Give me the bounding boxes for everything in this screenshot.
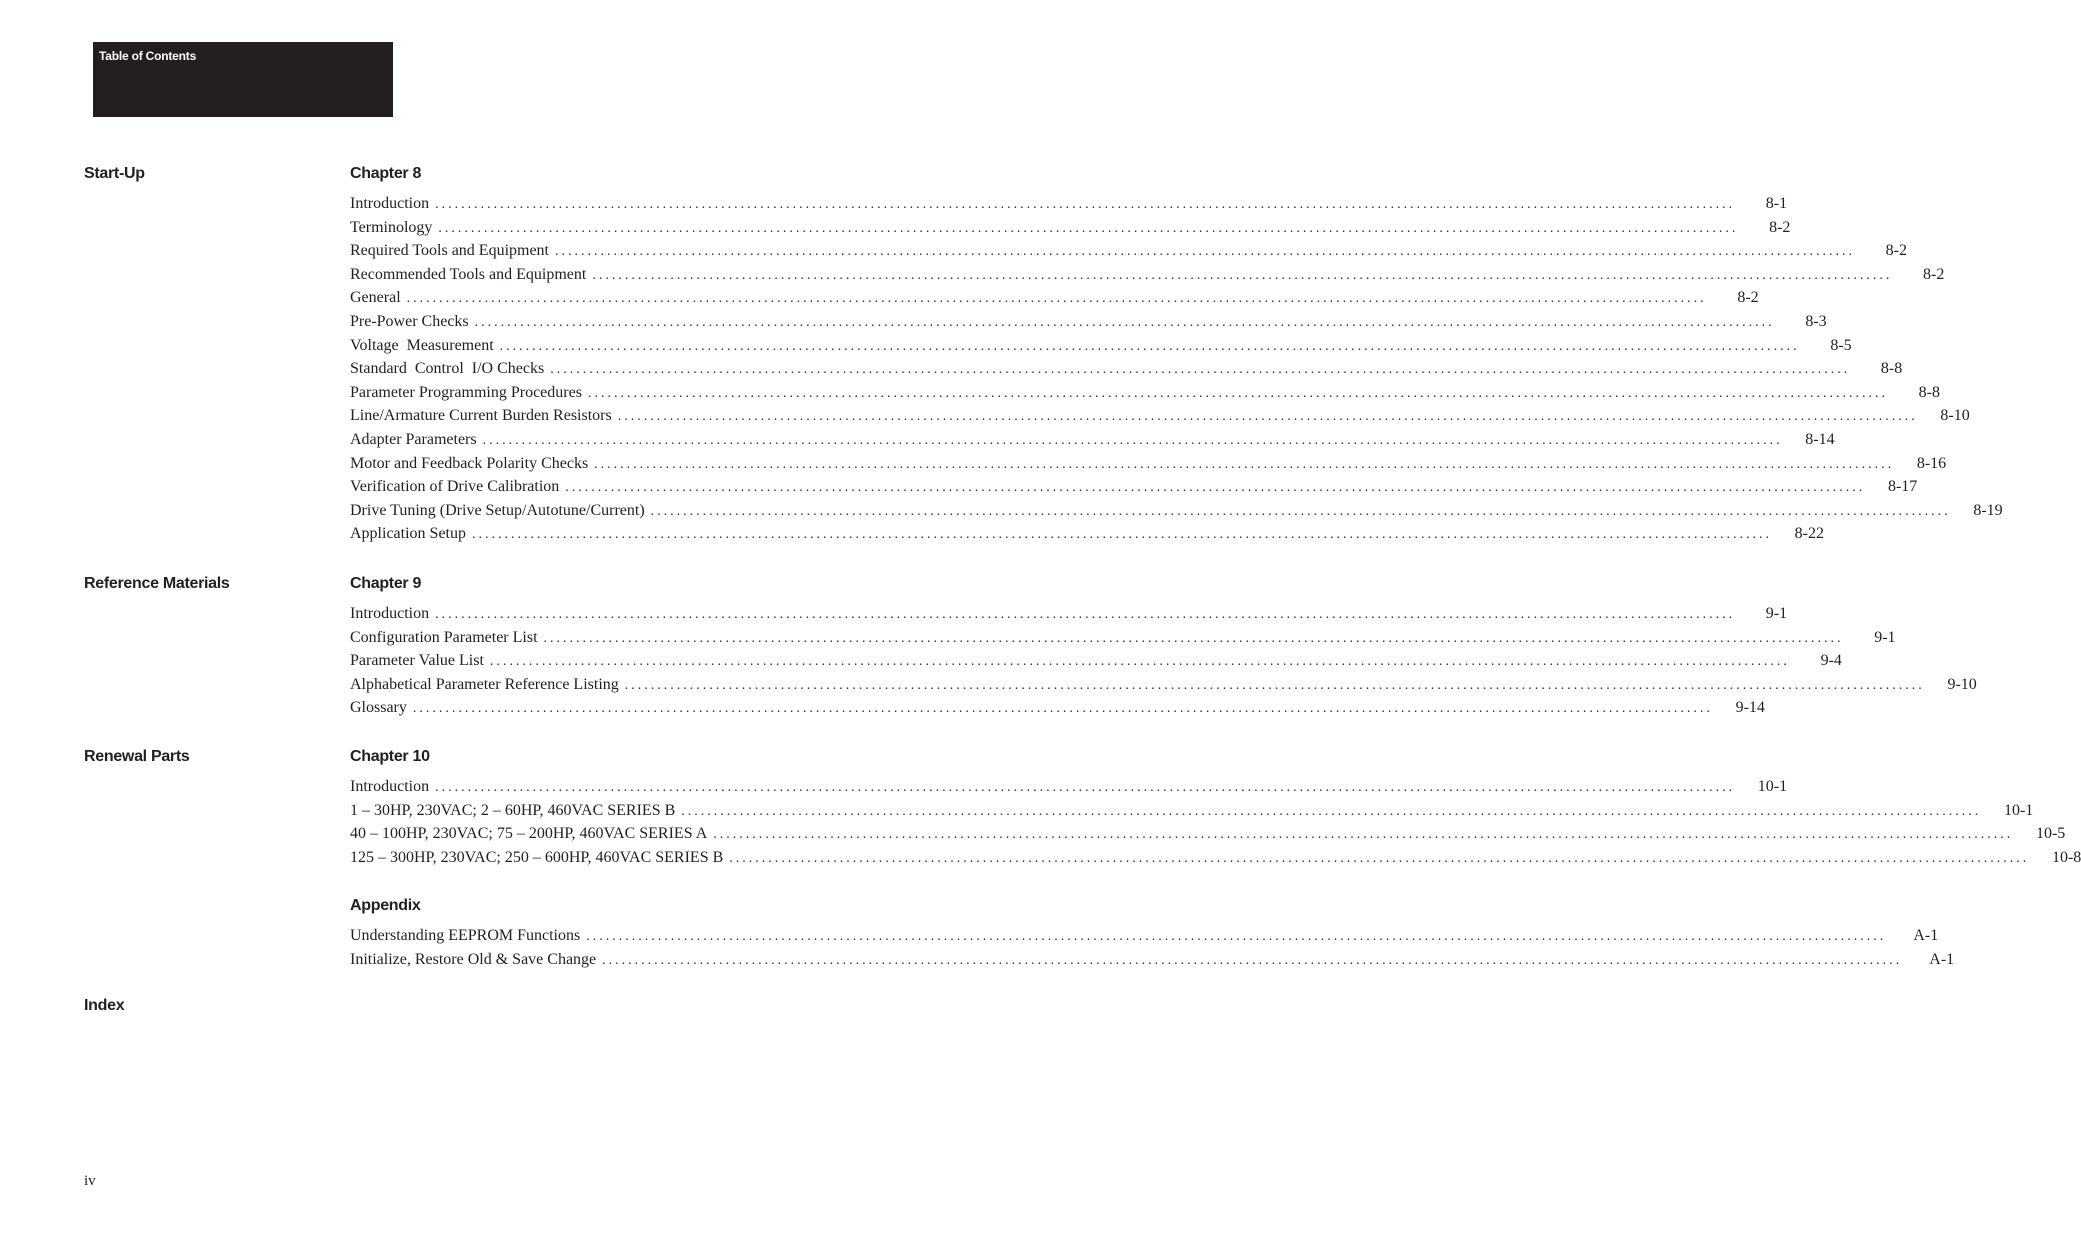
dot-leader: ........................................................................................................................................................................................................	[435, 197, 1736, 212]
toc-entry	[350, 499, 2003, 523]
chapter-9-heading: Chapter 9	[350, 575, 422, 592]
dot-leader: ........................................................................................................................................................................................................	[586, 929, 1887, 944]
toc-entry-page: 9-10	[1947, 675, 1977, 693]
toc-entry-page: 10-1	[2003, 801, 2034, 819]
dot-leader: ........................................................................................................................................................................................................	[474, 314, 1775, 330]
toc-entry-title: 1 – 30HP, 230VAC; 2 – 60HP, 460VAC SERIES B	[350, 801, 676, 819]
dot-leader: ........................................................................................................................................................................................................	[650, 503, 1951, 519]
dot-leader: ........................................................................................................................................................................................................	[406, 291, 1707, 307]
toc-entry-title: Motor and Feedback Polarity Checks	[350, 454, 589, 472]
header-title: Table of Contents	[99, 49, 197, 63]
toc-entry	[350, 475, 1918, 499]
toc-entry	[350, 846, 2081, 870]
toc-entry-title: Glossary	[350, 699, 407, 717]
dot-leader: ........................................................................................................................................................................................................	[592, 267, 1893, 283]
section-label-reference-materials: Reference Materials	[84, 575, 230, 592]
dot-leader: ........................................................................................................................................................................................................	[438, 220, 1739, 236]
section-label-start-up: Start-Up	[84, 165, 145, 182]
toc-entry-page: 8-10	[1940, 407, 1970, 425]
toc-entry-title: Configuration Parameter List	[350, 628, 538, 646]
dot-leader: ........................................................................................................................................................................................................	[471, 527, 1772, 543]
toc-entry-page: 8-8	[1918, 383, 1940, 401]
toc-entry-page: A-1	[1929, 950, 1955, 968]
toc-entry-page: 10-5	[2035, 825, 2066, 843]
toc-entry-title: Introduction	[350, 195, 430, 212]
chapter-10-entries	[350, 775, 2081, 869]
toc-entry-page: 8-2	[1885, 242, 1907, 260]
toc-entry-page: 8-5	[1830, 336, 1852, 354]
section-label-index: Index	[84, 997, 125, 1014]
toc-entry	[350, 799, 2034, 823]
dot-leader: ........................................................................................................................................................................................................	[713, 827, 2014, 843]
toc-entry	[350, 649, 1842, 673]
toc-entry-title: Application Setup	[350, 525, 466, 543]
toc-entry	[350, 263, 1945, 287]
toc-entry-page: A-1	[1913, 927, 1939, 944]
chapter-9-entries	[350, 602, 1977, 720]
toc-entry-title: Adapter Parameters	[350, 430, 477, 448]
toc-entry-title: Terminology	[350, 218, 433, 236]
toc-entry	[350, 626, 1896, 650]
toc-entry-page: 8-19	[1973, 501, 2003, 519]
dot-leader: ........................................................................................................................................................................................................	[587, 385, 1888, 401]
dot-leader: ........................................................................................................................................................................................................	[435, 780, 1736, 795]
toc-entry-title: Required Tools and Equipment	[350, 242, 549, 260]
dot-leader: ........................................................................................................................................................................................................	[499, 338, 1800, 354]
toc-entry	[350, 381, 1940, 405]
toc-entry-page: 8-22	[1794, 525, 1824, 543]
toc-entry	[350, 192, 1788, 216]
toc-entry	[350, 286, 1759, 310]
toc-entry-page: 9-4	[1820, 652, 1842, 670]
toc-entry	[350, 239, 1907, 263]
toc-entry-page: 8-17	[1887, 478, 1918, 496]
dot-leader: ........................................................................................................................................................................................................	[602, 952, 1903, 968]
toc-entry-page: 8-1	[1765, 195, 1788, 212]
toc-entry-title: Verification of Drive Calibration	[350, 478, 560, 496]
toc-entry-page: 8-2	[1923, 265, 1945, 283]
toc-entry-page: 8-3	[1805, 312, 1827, 330]
toc-entry	[350, 522, 1824, 546]
dot-leader: ........................................................................................................................................................................................................	[435, 607, 1736, 622]
toc-entry-title: Pre-Power Checks	[350, 312, 469, 330]
toc-entry-title: Line/Armature Current Burden Resistors	[350, 407, 612, 425]
toc-entry-page: 8-2	[1769, 218, 1791, 236]
toc-entry	[350, 775, 1788, 799]
dot-leader: ........................................................................................................................................................................................................	[729, 850, 2030, 866]
toc-entry	[350, 696, 1765, 720]
appendix-entries	[350, 924, 1955, 971]
toc-entry-page: 9-1	[1874, 628, 1896, 646]
toc-entry	[350, 822, 2066, 846]
dot-leader: ........................................................................................................................................................................................................	[555, 244, 1855, 260]
dot-leader: ........................................................................................................................................................................................................	[624, 677, 1925, 693]
dot-leader: ........................................................................................................................................................................................................	[550, 362, 1851, 378]
toc-entry	[350, 310, 1827, 334]
chapter-8-entries	[350, 192, 2003, 546]
dot-leader: ........................................................................................................................................................................................................	[594, 456, 1895, 472]
toc-entry-title: Standard Control I/O Checks	[350, 360, 545, 378]
toc-entry	[350, 673, 1977, 697]
dot-leader: ........................................................................................................................................................................................................	[412, 701, 1713, 717]
toc-entry-title: Parameter Programming Procedures	[350, 383, 582, 401]
toc-entry-title: Understanding EEPROM Functions	[350, 927, 581, 944]
toc-entry-page: 8-2	[1737, 289, 1759, 307]
page-number: iv	[84, 1173, 96, 1189]
section-label-renewal-parts: Renewal Parts	[84, 748, 190, 765]
toc-entry	[350, 404, 1970, 428]
dot-leader: ........................................................................................................................................................................................................	[543, 630, 1844, 646]
dot-leader: ........................................................................................................................................................................................................	[681, 803, 1982, 819]
toc-entry-title: Introduction	[350, 605, 430, 622]
dot-leader: ........................................................................................................................................................................................................	[617, 409, 1918, 425]
toc-entry-page: 8-8	[1880, 360, 1903, 378]
toc-entry-title: Parameter Value List	[350, 652, 484, 670]
toc-entry-page: 9-14	[1735, 699, 1765, 717]
toc-entry-title: 40 – 100HP, 230VAC; 75 – 200HP, 460VAC SERIES A	[350, 825, 708, 843]
dot-leader: ........................................................................................................................................................................................................	[482, 432, 1783, 448]
appendix-heading: Appendix	[350, 897, 421, 914]
toc-entry-title: Drive Tuning (Drive Setup/Autotune/Current)	[350, 501, 645, 519]
dot-leader: ........................................................................................................................................................................................................	[489, 654, 1790, 670]
toc-entry	[350, 924, 1939, 948]
toc-entry	[350, 357, 1903, 381]
toc-entry-title: Initialize, Restore Old & Save Change	[350, 950, 597, 968]
toc-entry-page: 10-1	[1757, 778, 1788, 795]
toc-entry-page: 9-1	[1765, 605, 1788, 622]
header-banner	[93, 42, 393, 117]
toc-entry-title: 125 – 300HP, 230VAC; 250 – 600HP, 460VAC SERIES B	[350, 848, 724, 866]
toc-entry	[350, 452, 1947, 476]
chapter-8-heading: Chapter 8	[350, 165, 422, 182]
toc-entry-page: 8-14	[1805, 430, 1835, 448]
toc-entry	[350, 428, 1835, 452]
toc-entry	[350, 602, 1788, 626]
chapter-10-heading: Chapter 10	[350, 748, 430, 765]
dot-leader: ........................................................................................................................................................................................................	[565, 480, 1866, 496]
toc-entry-title: Voltage Measurement	[350, 336, 494, 354]
toc-entry	[350, 334, 1852, 358]
toc-entry	[350, 216, 1791, 240]
toc-entry-page: 10-8	[2051, 848, 2081, 866]
toc-entry-title: Introduction	[350, 778, 430, 795]
toc-entry-page: 8-16	[1916, 454, 1947, 472]
toc-entry	[350, 948, 1955, 972]
toc-entry-title: General	[350, 289, 401, 307]
toc-entry-title: Alphabetical Parameter Reference Listing	[350, 675, 619, 693]
toc-entry-title: Recommended Tools and Equipment	[350, 265, 587, 283]
